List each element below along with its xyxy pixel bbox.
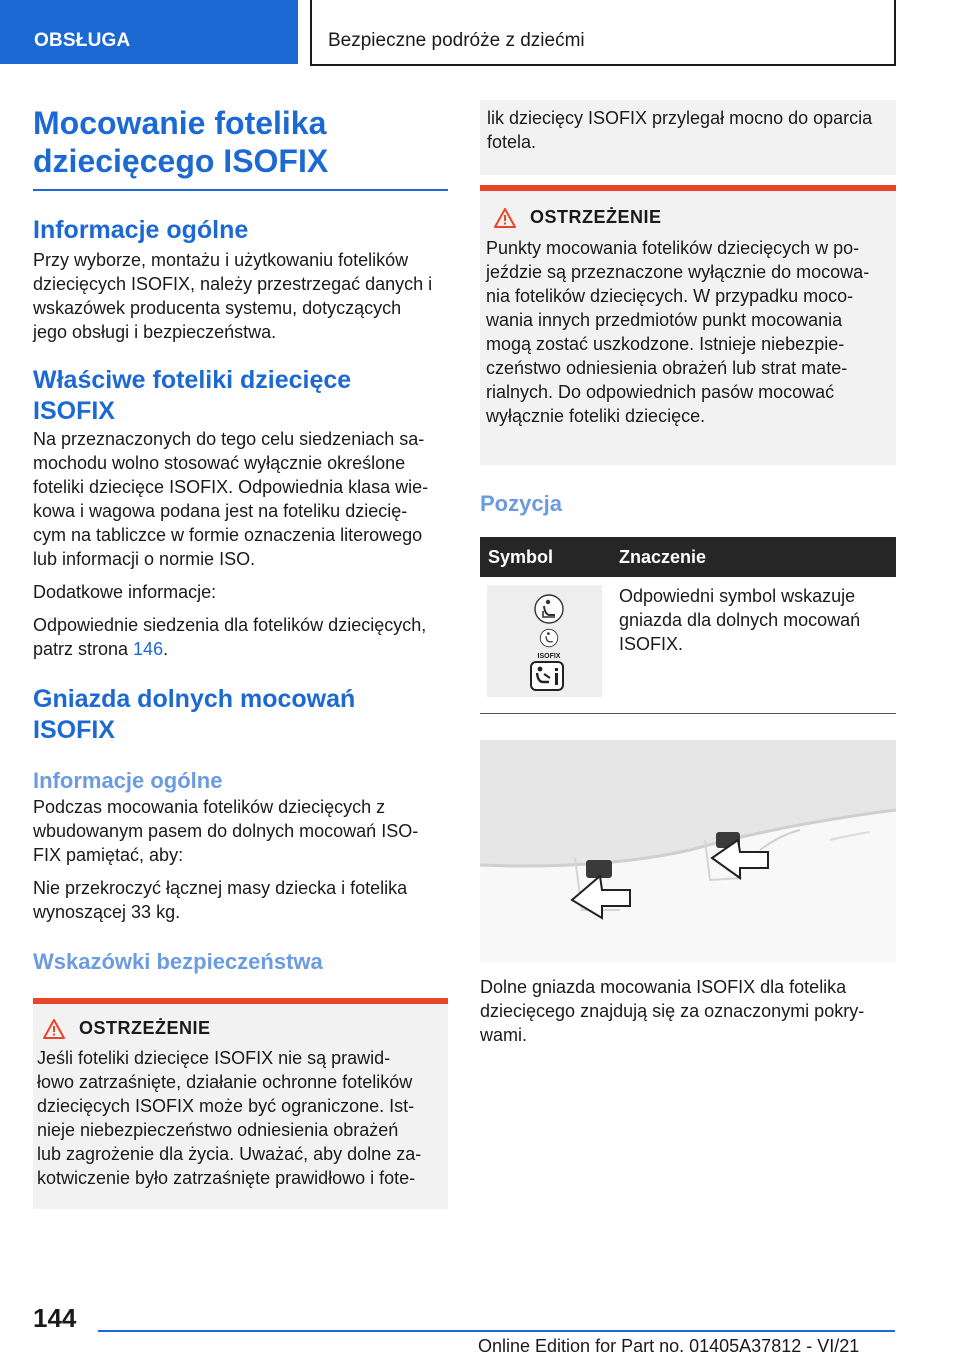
- warning-text: Jeśli foteliki dziecięce ISOFIX nie są prawid- łowo zatrzaśnięte, działanie ochronne fotelików dziecięcych ISOFIX może być ograniczone. Ist- nieje niebezpieczeństwo odniesienia obrażeń lub zagrożenie dla życia. Uważać, aby dolne za- kotwiczenie było zatrzaśnięte prawidłowo i fote-: [37, 1048, 422, 1188]
- table-row: [480, 577, 896, 705]
- right-column: [480, 100, 896, 1047]
- warning-title: OSTRZEŻENIE: [480, 191, 896, 228]
- isofix-info-icon: [530, 661, 564, 691]
- chapter-title: Bezpieczne podróże z dziećmi: [328, 30, 585, 51]
- warning-triangle-icon: [494, 208, 516, 228]
- proper-seats-heading: Właściwe foteliki dziecięce ISOFIX: [33, 366, 352, 425]
- isofix-tag-icon: ISOFIX: [534, 628, 564, 658]
- page-link[interactable]: 146: [133, 639, 164, 659]
- lower-anchors-text: Podczas mocowania fotelików dziecięcych z wbudowanym pasem do dolnych mocowań ISO- FIX pamiętać, aby:: [33, 797, 419, 865]
- warning-box-2: [480, 185, 896, 465]
- warning-text: Punkty mocowania fotelików dziecięcych w po- jeździe są przeznaczone wyłącznie do mocowa- nia fotelików dziecięcych. W przypadku moco- wania innych przedmiotów punkt mocowania mogą zostać uszkodzone. Istnieje niebezpie- czeństwo odniesienia obrażeń lub strat mate- rialnych. Do odpowiednich pasów mocować wyłącznie foteliki dziecięce.: [486, 238, 870, 426]
- section-label: OBSŁUGA: [34, 30, 131, 51]
- edition-info: Online Edition for Part no. 01405A37812 - VI/21: [478, 1336, 860, 1356]
- general-info-heading: Informacje ogólne: [33, 216, 249, 244]
- symbol-table: [480, 537, 896, 705]
- chapter-header: [310, 0, 896, 66]
- lower-anchors-heading: Gniazda dolnych mocowań ISOFIX: [33, 685, 356, 744]
- table-header-symbol: Symbol: [480, 537, 609, 577]
- rear-seat-anchor-image: [480, 740, 896, 962]
- footer-rule: [98, 1330, 895, 1332]
- weight-limit-text: Nie przekroczyć łącznej masy dziecka i fotelika wynoszącej 33 kg.: [33, 878, 408, 922]
- table-header-meaning: Znaczenie: [609, 537, 896, 577]
- page-number: 144: [33, 1303, 77, 1333]
- title-underline: [33, 189, 448, 191]
- warning-title: OSTRZEŻENIE: [33, 1004, 448, 1039]
- warning-box-1-continued: lik dziecięcy ISOFIX przylegał mocno do oparcia fotela.: [480, 100, 896, 175]
- extra-info-label: Dodatkowe informacje:: [33, 582, 217, 602]
- table-meaning-cell: Odpowiedni symbol wskazuje gniazda dla dolnych mocowań ISOFIX.: [619, 586, 861, 654]
- section-tab: [0, 0, 298, 64]
- image-caption: Dolne gniazda mocowania ISOFIX dla fotelika dziecięcego znajdują się za oznaczonymi pokry- wami.: [480, 977, 865, 1045]
- lower-anchors-subheading: Informacje ogólne: [33, 768, 223, 793]
- warning-box-1: [33, 998, 448, 1209]
- isofix-symbols: [487, 585, 602, 697]
- position-heading: Pozycja: [480, 491, 562, 516]
- safety-heading: Wskazówki bezpieczeństwa: [33, 949, 323, 974]
- general-info-text: Przy wyborze, montażu i użytkowaniu fotelików dziecięcych ISOFIX, należy przestrzegać danych i wskazówek producenta systemu, dotyczących jego obsługi i bezpieczeństwa.: [33, 250, 433, 342]
- left-column: [33, 104, 448, 1209]
- table-bottom-rule: [480, 713, 896, 714]
- warning-triangle-icon: [43, 1019, 65, 1039]
- proper-seats-text: Na przeznaczonych do tego celu siedzeniach sa- mochodu wolno stosować wyłącznie określone foteliki dziecięce ISOFIX. Odpowiednia klasa wie- kowa i wagowa podana jest na foteliku dziecię- cym na tabliczce w formie oznaczenia literowego lub informacji o normie ISO.: [33, 429, 429, 569]
- child-seat-icon: [533, 593, 565, 625]
- seats-reference: Odpowiednie siedzenia dla fotelików dziecięcych, patrz strona 146.: [33, 615, 427, 659]
- page-title: Mocowanie fotelika dziecięcego ISOFIX: [33, 105, 329, 179]
